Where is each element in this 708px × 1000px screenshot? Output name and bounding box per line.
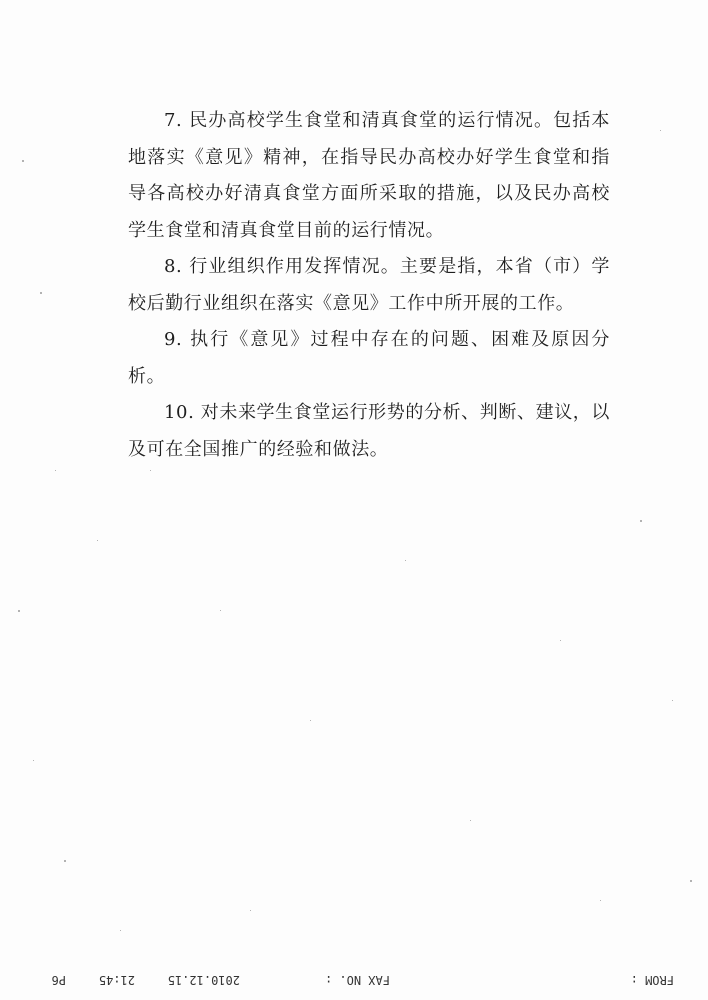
fax-page-number: P6 [51, 973, 66, 987]
paragraph-10: 10. 对未来学生食堂运行形势的分析、判断、建议，以及可在全国推广的经验和做法。 [128, 402, 610, 460]
fax-number-label: FAX NO. : [324, 973, 390, 987]
fax-time: 21:45 [98, 973, 135, 987]
paragraph-8: 8. 行业组织作用发挥情况。主要是指，本省（市）学校后勤行业组织在落实《意见》工作中所开展的工作。 [128, 256, 610, 314]
fax-header [30, 968, 680, 990]
fax-date: 2010.12.15 [167, 973, 240, 987]
document-body [128, 103, 610, 468]
fax-from-label: FROM : [630, 973, 674, 987]
paragraph-7: 7. 民办高校学生食堂和清真食堂的运行情况。包括本地落实《意见》精神，在指导民办高校办好学生食堂和指导各高校办好清真食堂方面所采取的措施，以及民办高校学生食堂和清真食堂目前的运行情况。 [128, 110, 610, 241]
paragraph-9: 9. 执行《意见》过程中存在的问题、困难及原因分析。 [128, 329, 610, 387]
